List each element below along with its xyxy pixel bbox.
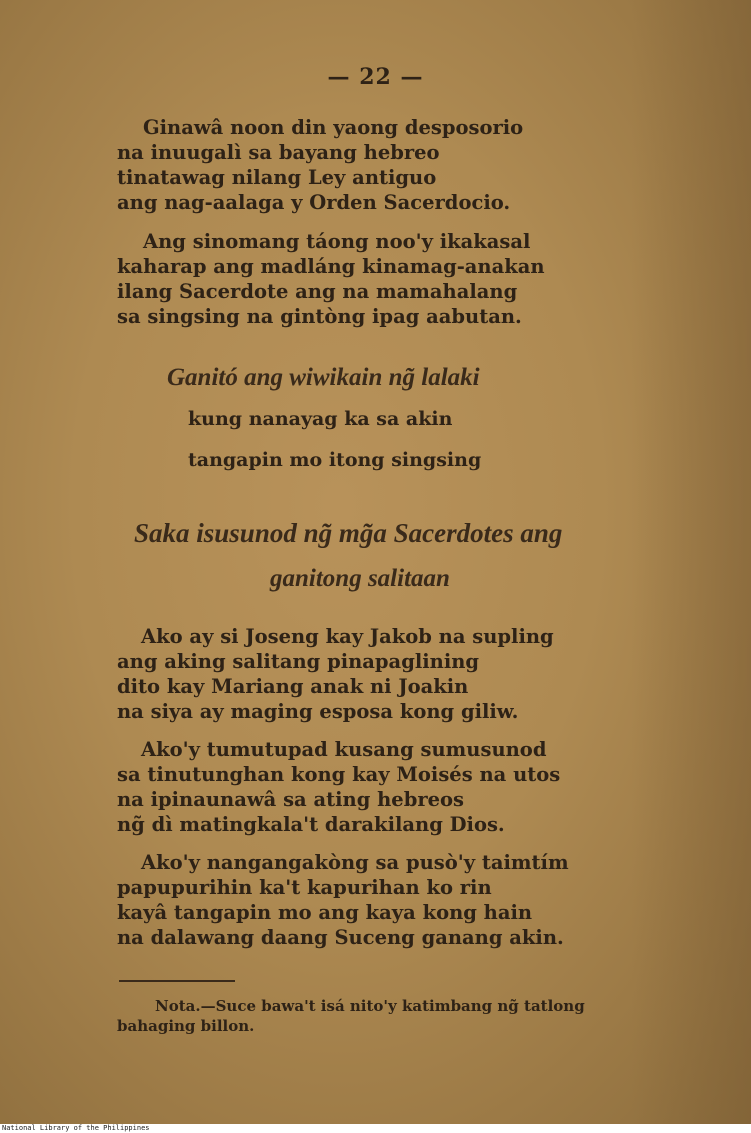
verse-line: tangapin mo itong singsing [188, 449, 482, 471]
stanza-line: papupurihin ka't kapurihan ko rin [117, 876, 492, 899]
stanza-3 [117, 624, 554, 724]
stanza-line: Ang sinomang táong noo'y ikakasal [143, 230, 531, 253]
stanza-2 [117, 229, 545, 329]
stanza-line: ang aking salitang pinapaglining [117, 650, 480, 673]
stanza-line: na ipinaunawâ sa ating hebreos [117, 788, 465, 811]
stanza-line: ang nag-aalaga y Orden Sacerdocio. [117, 191, 511, 214]
stanza-line: Ginawâ noon din yaong desposorio [143, 116, 524, 139]
page-number: — 22 — [327, 64, 424, 90]
stanza-line: Ako ay si Joseng kay Jakob na supling [141, 625, 554, 648]
stanza-line: na siya ay maging esposa kong giliw. [117, 700, 519, 723]
footnote-line: bahaging billon. [117, 1017, 255, 1035]
stanza-line: tinatawag nilang Ley antiguo [117, 166, 437, 189]
heading-saka-line1: Saka isusunod ng̃ mg̃a Sacerdotes ang [134, 518, 563, 548]
stanza-1 [117, 115, 523, 215]
stanza-line: Ako'y tumutupad kusang sumusunod [141, 738, 547, 761]
footnote [117, 996, 585, 1036]
heading-ganito: Ganitó ang wiwikain ng̃ lalaki [167, 364, 480, 391]
footnote-line: Nota.—Suce bawa't isá nito'y katimbang ng̃ tatlong [155, 997, 585, 1015]
heading-saka-line2: ganitong salitaan [270, 565, 450, 592]
stanza-line: Ako'y nangangakòng sa pusò'y taimtím [141, 851, 569, 874]
stanza-line: na dalawang daang Suceng ganang akin. [117, 926, 564, 949]
stanza-line: ng̃ dì matingkala't darakilang Dios. [117, 813, 505, 836]
stanza-line: ilang Sacerdote ang na mamahalang [117, 280, 518, 303]
stanza-line: dito kay Mariang anak ni Joakin [117, 675, 469, 698]
stanza-5 [117, 850, 569, 950]
footnote-divider [119, 980, 235, 982]
stanza-line: kaharap ang madláng kinamag-anakan [117, 255, 545, 278]
stanza-line: na inuugalì sa bayang hebreo [117, 141, 440, 164]
library-credit: National Library of the Philippines [2, 1124, 150, 1132]
stanza-line: sa tinutunghan kong kay Moisés na utos [117, 763, 561, 786]
stanza-line: kayâ tangapin mo ang kaya kong hain [117, 901, 533, 924]
verse-line: kung nanayag ka sa akin [188, 408, 453, 430]
stanza-4 [117, 737, 560, 837]
stanza-line: sa singsing na gintòng ipag aabutan. [117, 305, 522, 328]
